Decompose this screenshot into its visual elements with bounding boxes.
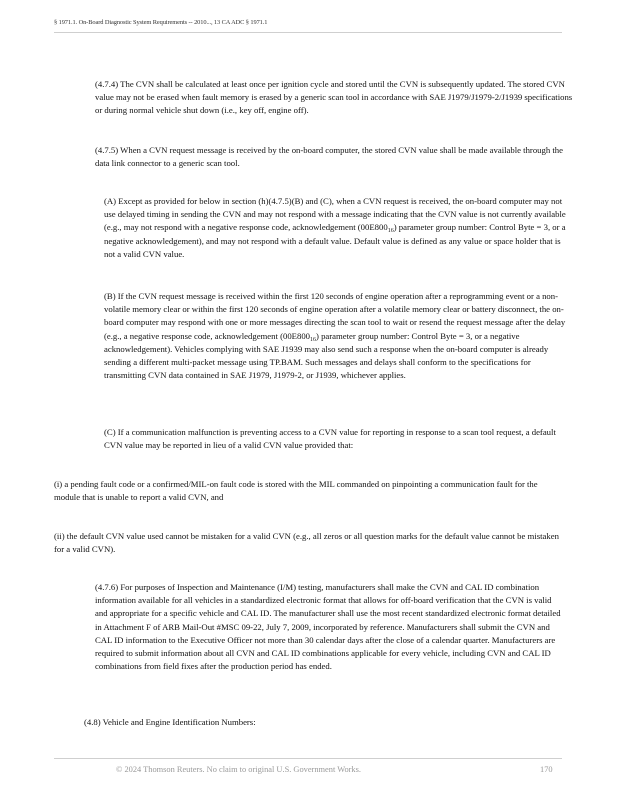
paragraph-text: (B) If the CVN request message is received within the first 120 seconds of engine operation after a reprogramming event or a non-volatile memory clear or within the first 120 seconds of engine operation after a volatile memory clear or battery disconnect, the on-board computer may respond with one or more messages directing the scan tool to wait or resend the request message after the delay (e.g., a negative response code, acknowledgement (00E800 bbox=[104, 291, 566, 341]
header-divider bbox=[54, 32, 562, 33]
paragraph-4-7-6: (4.7.6) For purposes of Inspection and Maintenance (I/M) testing, manufacturers shall make the CVN and CAL ID combination information available for all vehicles in a standardized electronic format that allows for off-board verification that the CVN is valid and appropriate for a specific vehicle and CAL ID. The manufacturer shall use the most recent standardized electronic format detailed in Attachment F of ARB Mail-Out #MSC 09-22, July 7, 2009, incorporated by reference. Manufacturers shall submit the CVN and CAL ID information to the Executive Officer not more than 30 calendar days after the close of a calendar quarter. Manufacturers are required to submit information about all CVN and CAL ID combinations applicable for every vehicle, including CVN and CAL ID combinations from field fixes after the production period has ended. bbox=[95, 582, 561, 672]
paragraph-4-7-4: (4.7.4) The CVN shall be calculated at least once per ignition cycle and stored until the CVN is subsequently updated. The stored CVN value may not be erased when fault memory is erased by a generic scan tool in accordance with SAE J1979/J1979-2/J1939 specifications or during normal vehicle shut down (i.e., key off, engine off). bbox=[95, 79, 573, 116]
running-head: § 1971.1. On-Board Diagnostic System Requirements -- 2010..., 13 CA ADC § 1971.1 bbox=[54, 19, 268, 26]
paragraph-text: ) parameter group number: Control Byte = 3, or a negative acknowledgement). Vehicles complying with SAE J1939 may also send such a response when the on-board computer is already sending a different multi-packet message using TP.BAM. Such messages and delays shall conform to the specifications for transmitting CVN data contained in SAE J1979, J1979-2, or J1939, whichever applies. bbox=[104, 330, 549, 381]
paragraph-ii: (ii) the default CVN value used cannot be mistaken for a valid CVN (e.g., all zeros or all question marks for the default value cannot be mistaken for a valid CVN). bbox=[54, 531, 559, 555]
footer-copyright: © 2024 Thomson Reuters. No claim to original U.S. Government Works. bbox=[116, 765, 361, 774]
paragraph-i: (i) a pending fault code or a confirmed/MIL-on fault code is stored with the MIL commanded on pinpointing a communication fault for the module that is unable to report a valid CVN, and bbox=[54, 479, 538, 503]
paragraph-4-8-heading: (4.8) Vehicle and Engine Identification Numbers: bbox=[84, 717, 256, 727]
paragraph-4-7-5-c: (C) If a communication malfunction is preventing access to a CVN value for reporting in response to a scan tool request, a default CVN value may be reported in lieu of a valid CVN value provided that: bbox=[104, 427, 556, 451]
paragraph-text: ) parameter group number: Control Byte = 3, or a negative acknowledgement), and may not respond with a default value. Default value is defined as any value or space holder that is not a valid CVN value. bbox=[104, 222, 566, 259]
subscript: 16 bbox=[310, 336, 317, 343]
footer-divider bbox=[54, 758, 562, 759]
subscript: 16 bbox=[387, 228, 394, 235]
paragraph-4-7-5-b bbox=[104, 290, 566, 382]
page-number: 170 bbox=[540, 765, 553, 774]
paragraph-text: (A) Except as provided for below in section (h)(4.7.5)(B) and (C), when a CVN request is received, the on-board computer may not use delayed timing in sending the CVN and may not respond with a message indicating that the CVN value is not currently available (e.g., may not respond with a negative response code, acknowledgement (00E800 bbox=[104, 196, 566, 233]
paragraph-4-7-5-a bbox=[104, 195, 566, 261]
paragraph-4-7-5: (4.7.5) When a CVN request message is received by the on-board computer, the stored CVN value shall be made available through the data link connector to a generic scan tool. bbox=[95, 145, 563, 169]
